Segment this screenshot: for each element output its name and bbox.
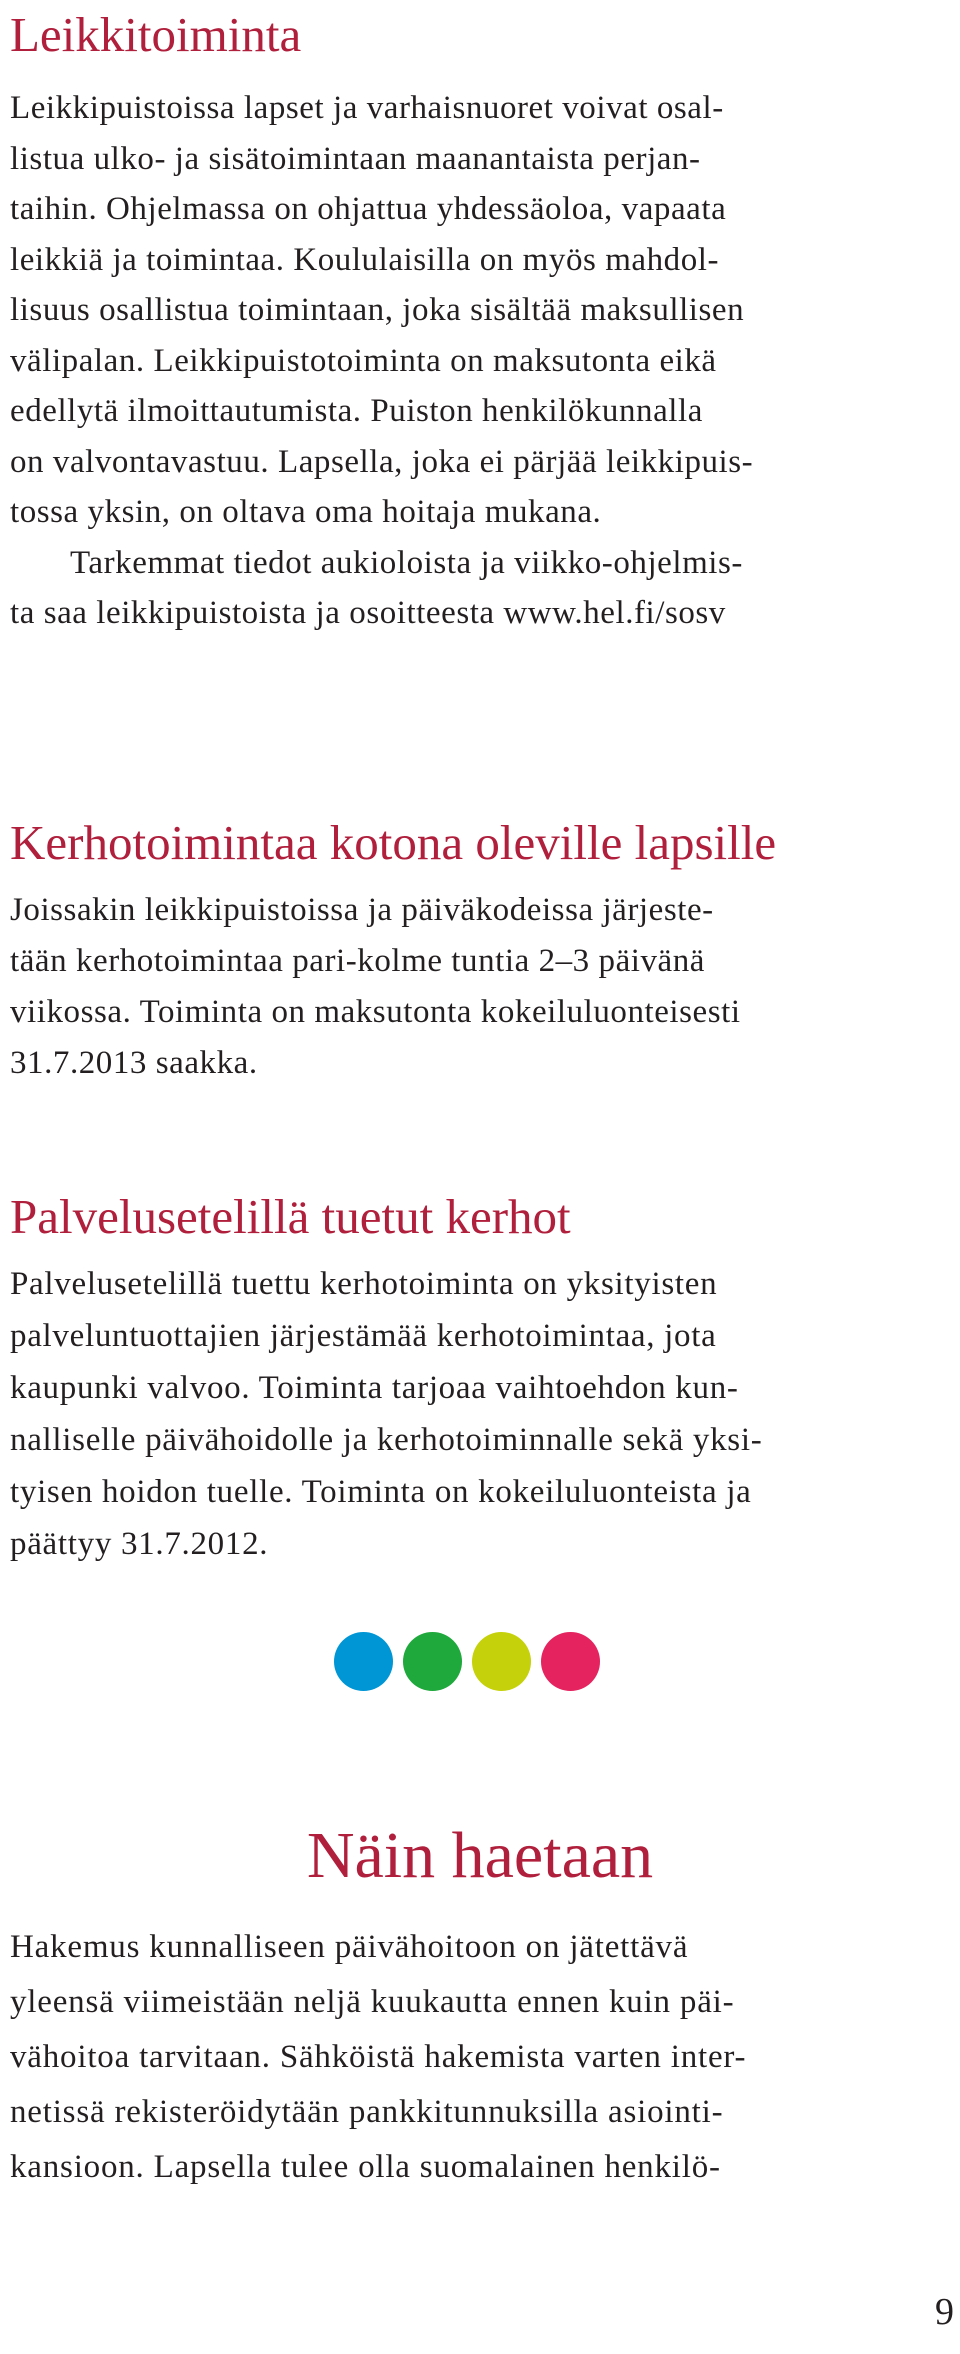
text-line: netissä rekisteröidytään pankkitunnuksilla asiointi- <box>10 2094 724 2130</box>
text-line: Tarkemmat tiedot aukioloista ja viikko-ohjelmis- <box>70 544 743 581</box>
text-line: kansioon. Lapsella tulee olla suomalainen henkilö- <box>10 2149 721 2185</box>
green-dot <box>403 1632 462 1691</box>
paragraph-leikkitoiminta <box>10 83 955 639</box>
text-line: vähoitoa tarvitaan. Sähköistä hakemista varten inter- <box>10 2039 747 2075</box>
text-line: palveluntuottajien järjestämää kerhotoimintaa, jota <box>10 1318 717 1354</box>
text-line: on valvontavastuu. Lapsella, joka ei pärjää leikkipuis- <box>10 443 754 480</box>
paragraph-nain-haetaan <box>10 1920 955 2195</box>
text-line: tyisen hoidon tuelle. Toiminta on kokeiluluonteista ja <box>10 1474 752 1510</box>
text-line: edellytä ilmoittautumista. Puiston henkilökunnalla <box>10 393 703 429</box>
lime-dot <box>472 1632 531 1691</box>
text-line: taihin. Ohjelmassa on ohjattua yhdessäoloa, vapaata <box>10 191 727 227</box>
section-heading-nain-haetaan: Näin haetaan <box>306 1819 654 1892</box>
section-heading-kerhotoimintaa: Kerhotoimintaa kotona oleville lapsille <box>10 815 777 870</box>
text-line: kaupunki valvoo. Toiminta tarjoaa vaihtoehdon kun- <box>10 1370 739 1406</box>
pink-dot <box>541 1632 600 1691</box>
section-heading-leikkitoiminta: Leikkitoiminta <box>10 7 302 62</box>
section-heading-palvelusetelilla: Palvelusetelillä tuetut kerhot <box>10 1189 571 1244</box>
text-line: nalliselle päivähoidolle ja kerhotoiminnalle sekä yksi- <box>10 1422 763 1458</box>
text-line: välipalan. Leikkipuistotoiminta on maksutonta eikä <box>10 342 717 379</box>
text-line: tään kerhotoimintaa pari-kolme tuntia 2–3 päivänä <box>10 943 705 979</box>
text-line: lisuus osallistua toimintaan, joka sisältää maksullisen <box>10 292 745 328</box>
text-line: Palvelusetelillä tuettu kerhotoiminta on yksityisten <box>10 1266 718 1302</box>
text-line: tossa yksin, on oltava oma hoitaja mukana. <box>10 494 602 530</box>
page-number: 9 <box>935 2291 954 2333</box>
text-line: Joissakin leikkipuistoissa ja päiväkodeissa järjeste- <box>10 892 714 928</box>
paragraph-kerhotoimintaa <box>10 885 955 1089</box>
text-line: päättyy 31.7.2012. <box>10 1526 269 1562</box>
text-line: 31.7.2013 saakka. <box>10 1045 258 1081</box>
blue-dot <box>334 1632 393 1691</box>
text-line: Hakemus kunnalliseen päivähoitoon on jätettävä <box>10 1929 689 1965</box>
paragraph-palvelusetelilla <box>10 1258 955 1570</box>
text-line: Leikkipuistoissa lapset ja varhaisnuoret voivat osal- <box>10 90 724 126</box>
text-line-with-link: ta saa leikkipuistoista ja osoitteesta www.hel.fi/sosv <box>10 595 726 631</box>
text-line: viikossa. Toiminta on maksutonta kokeiluluonteisesti <box>10 994 741 1030</box>
text-line: listua ulko- ja sisätoimintaan maanantaista perjan- <box>10 140 701 177</box>
decorative-dots <box>334 1632 600 1691</box>
text-line: leikkiä ja toimintaa. Koululaisilla on myös mahdol- <box>10 241 720 278</box>
text-line: yleensä viimeistään neljä kuukautta ennen kuin päi- <box>10 1984 735 2020</box>
